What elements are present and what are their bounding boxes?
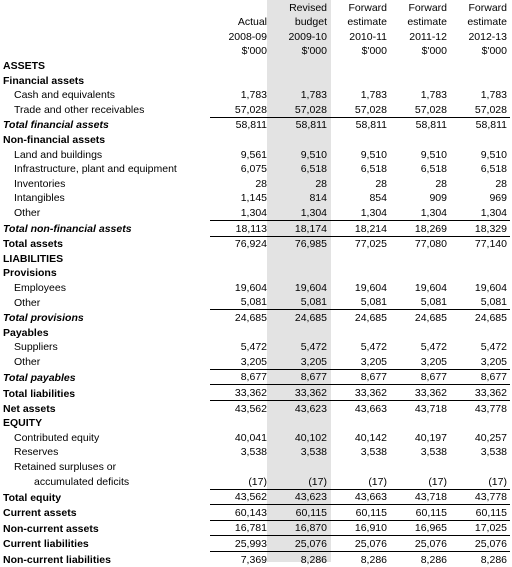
cell-value bbox=[210, 325, 270, 340]
table-row bbox=[0, 266, 510, 281]
table-row bbox=[0, 58, 510, 73]
cell-value: 43,778 bbox=[450, 401, 510, 416]
cell-value bbox=[270, 266, 330, 281]
cell-value: 57,028 bbox=[474, 103, 507, 116]
column-header-line1: Forward bbox=[468, 1, 507, 14]
cell-value: 3,205 bbox=[360, 355, 387, 368]
cell-value: 57,028 bbox=[414, 103, 447, 116]
cell-value: 19,604 bbox=[354, 281, 387, 294]
row-label: Intangibles bbox=[14, 192, 65, 205]
cell-value: 40,041 bbox=[234, 431, 267, 444]
column-header-unit: $'000 bbox=[241, 45, 267, 58]
cell-value: (17) bbox=[488, 475, 507, 488]
cell-value: 77,025 bbox=[330, 236, 390, 251]
cell-value: 24,685 bbox=[270, 310, 330, 325]
table-row bbox=[0, 489, 510, 505]
row-label: Provisions bbox=[3, 267, 57, 280]
table-row bbox=[0, 147, 510, 162]
cell-value: 1,304 bbox=[240, 206, 267, 219]
cell-value: 8,286 bbox=[330, 551, 390, 566]
cell-value: 43,562 bbox=[210, 401, 270, 416]
cell-value: 25,993 bbox=[210, 536, 270, 552]
cell-value bbox=[330, 266, 390, 281]
cell-value: 1,783 bbox=[420, 89, 447, 102]
cell-value bbox=[270, 251, 330, 266]
column-header-year: 2009-10 bbox=[288, 30, 327, 43]
cell-value bbox=[390, 325, 450, 340]
cell-value: 18,329 bbox=[450, 220, 510, 236]
table-row bbox=[0, 251, 510, 266]
cell-value bbox=[270, 73, 330, 88]
row-label: Other bbox=[14, 356, 41, 369]
cell-value: 60,143 bbox=[210, 505, 270, 521]
cell-value: 9,510 bbox=[480, 148, 507, 161]
cell-value: 5,472 bbox=[420, 341, 447, 354]
column-header-year: 2011-12 bbox=[409, 30, 447, 43]
cell-value bbox=[390, 251, 450, 266]
cell-value: 1,783 bbox=[360, 89, 387, 102]
cell-value: 76,924 bbox=[210, 236, 270, 251]
cell-value: 25,076 bbox=[450, 536, 510, 552]
cell-value: 3,205 bbox=[240, 355, 267, 368]
cell-value: 57,028 bbox=[234, 103, 267, 116]
cell-value: 40,257 bbox=[474, 431, 507, 444]
table-row bbox=[0, 162, 510, 177]
cell-value: 25,076 bbox=[390, 536, 450, 552]
cell-value bbox=[210, 459, 270, 474]
cell-value bbox=[210, 416, 270, 431]
cell-value: 16,965 bbox=[390, 520, 450, 536]
cell-value: 43,663 bbox=[330, 401, 390, 416]
cell-value: 9,561 bbox=[240, 148, 267, 161]
cell-value: 8,677 bbox=[210, 369, 270, 385]
row-label: Financial assets bbox=[3, 74, 85, 87]
cell-value: 6,518 bbox=[480, 163, 507, 176]
cell-value: 8,286 bbox=[390, 551, 450, 566]
header-row-2 bbox=[0, 15, 510, 30]
cell-value: 1,304 bbox=[480, 206, 507, 219]
cell-value: 5,472 bbox=[300, 341, 327, 354]
column-header-unit: $'000 bbox=[301, 45, 327, 58]
cell-value: 28 bbox=[375, 177, 387, 190]
table-row bbox=[0, 73, 510, 88]
cell-value: 33,362 bbox=[330, 385, 390, 401]
cell-value: 6,075 bbox=[240, 163, 267, 176]
cell-value: 24,685 bbox=[390, 310, 450, 325]
cell-value: 18,214 bbox=[330, 220, 390, 236]
cell-value: 19,604 bbox=[414, 281, 447, 294]
cell-value: 60,115 bbox=[450, 505, 510, 521]
table-row bbox=[0, 88, 510, 103]
row-label: Retained surpluses or bbox=[14, 461, 117, 473]
cell-value: 1,783 bbox=[480, 89, 507, 102]
cell-value: 43,778 bbox=[450, 489, 510, 505]
cell-value: 24,685 bbox=[210, 310, 270, 325]
cell-value: 5,081 bbox=[240, 296, 267, 309]
row-label: Total payables bbox=[3, 371, 76, 384]
row-label: Payables bbox=[3, 326, 49, 339]
cell-value: 60,115 bbox=[390, 505, 450, 521]
cell-value: 33,362 bbox=[390, 385, 450, 401]
cell-value: 77,140 bbox=[450, 236, 510, 251]
cell-value bbox=[270, 416, 330, 431]
cell-value: 814 bbox=[309, 192, 327, 205]
cell-value: 33,362 bbox=[210, 385, 270, 401]
table-row bbox=[0, 430, 510, 445]
cell-value: 5,472 bbox=[360, 341, 387, 354]
row-label: Trade and other receivables bbox=[14, 104, 145, 117]
cell-value bbox=[210, 266, 270, 281]
cell-value: 76,985 bbox=[270, 236, 330, 251]
cell-value: 19,604 bbox=[474, 281, 507, 294]
cell-value: 40,197 bbox=[414, 431, 447, 444]
table-row bbox=[0, 295, 510, 310]
cell-value bbox=[330, 73, 390, 88]
cell-value: 3,538 bbox=[240, 446, 267, 459]
table-row bbox=[0, 236, 510, 251]
column-header-year: 2010-11 bbox=[349, 30, 387, 43]
column-header-line1 bbox=[210, 0, 270, 15]
row-label: Infrastructure, plant and equipment bbox=[14, 163, 177, 176]
cell-value: 9,510 bbox=[420, 148, 447, 161]
cell-value bbox=[450, 58, 510, 73]
column-header-year: 2008-09 bbox=[228, 30, 267, 43]
row-label: Current liabilities bbox=[3, 538, 89, 551]
cell-value: 854 bbox=[369, 192, 387, 205]
cell-value: 17,025 bbox=[450, 520, 510, 536]
cell-value: 18,269 bbox=[390, 220, 450, 236]
row-label: Total provisions bbox=[3, 312, 84, 325]
cell-value: 16,870 bbox=[270, 520, 330, 536]
cell-value: 5,081 bbox=[360, 296, 387, 309]
cell-value: 58,811 bbox=[210, 117, 270, 132]
cell-value bbox=[450, 251, 510, 266]
row-label: Land and buildings bbox=[14, 148, 103, 161]
row-label: Total assets bbox=[3, 238, 63, 251]
cell-value: 28 bbox=[495, 177, 507, 190]
cell-value: (17) bbox=[368, 475, 387, 488]
column-header-line1: Forward bbox=[348, 1, 387, 14]
cell-value: 43,718 bbox=[390, 401, 450, 416]
cell-value: 5,081 bbox=[420, 296, 447, 309]
cell-value bbox=[330, 416, 390, 431]
cell-value bbox=[270, 325, 330, 340]
cell-value bbox=[450, 459, 510, 474]
cell-value bbox=[390, 459, 450, 474]
cell-value: 1,783 bbox=[300, 89, 327, 102]
row-label: Non-current assets bbox=[3, 522, 99, 535]
cell-value: 1,304 bbox=[300, 206, 327, 219]
cell-value: 58,811 bbox=[270, 117, 330, 132]
row-label: Other bbox=[14, 207, 41, 220]
cell-value bbox=[390, 58, 450, 73]
cell-value bbox=[270, 459, 330, 474]
table-row bbox=[0, 401, 510, 416]
cell-value: 40,142 bbox=[354, 431, 387, 444]
table-row bbox=[0, 205, 510, 220]
cell-value bbox=[450, 132, 510, 147]
cell-value bbox=[270, 58, 330, 73]
row-label: accumulated deficits bbox=[34, 476, 130, 489]
cell-value: 33,362 bbox=[450, 385, 510, 401]
row-label: ASSETS bbox=[3, 59, 46, 72]
table-row bbox=[0, 191, 510, 206]
cell-value: 9,510 bbox=[300, 148, 327, 161]
table-row bbox=[0, 220, 510, 236]
row-label: Contributed equity bbox=[14, 431, 100, 444]
cell-value bbox=[210, 132, 270, 147]
cell-value bbox=[330, 459, 390, 474]
cell-value: 969 bbox=[489, 192, 507, 205]
header-row-1 bbox=[0, 0, 510, 15]
cell-value: 5,472 bbox=[240, 341, 267, 354]
cell-value: 8,677 bbox=[390, 369, 450, 385]
row-label: Net assets bbox=[3, 402, 56, 415]
table-row bbox=[0, 551, 510, 566]
cell-value: 43,562 bbox=[210, 489, 270, 505]
cell-value bbox=[210, 58, 270, 73]
cell-value: 5,472 bbox=[480, 341, 507, 354]
cell-value: 28 bbox=[255, 177, 267, 190]
cell-value: 7,369 bbox=[210, 551, 270, 566]
cell-value: (17) bbox=[428, 475, 447, 488]
cell-value: 6,518 bbox=[360, 163, 387, 176]
row-label: Total liabilities bbox=[3, 387, 76, 400]
table-row bbox=[0, 325, 510, 340]
cell-value: 43,623 bbox=[270, 489, 330, 505]
cell-value: 8,677 bbox=[270, 369, 330, 385]
cell-value: 3,205 bbox=[480, 355, 507, 368]
cell-value: (17) bbox=[248, 475, 267, 488]
cell-value bbox=[450, 73, 510, 88]
cell-value: 5,081 bbox=[480, 296, 507, 309]
column-header-unit: $'000 bbox=[361, 45, 387, 58]
cell-value bbox=[390, 132, 450, 147]
table-row bbox=[0, 459, 510, 474]
cell-value: 18,113 bbox=[210, 220, 270, 236]
cell-value: 43,623 bbox=[270, 401, 330, 416]
cell-value bbox=[210, 73, 270, 88]
table-row bbox=[0, 102, 510, 117]
cell-value: 18,174 bbox=[270, 220, 330, 236]
table-row bbox=[0, 474, 510, 489]
cell-value: 19,604 bbox=[294, 281, 327, 294]
cell-value bbox=[210, 251, 270, 266]
table-row bbox=[0, 445, 510, 460]
cell-value: 28 bbox=[435, 177, 447, 190]
cell-value: 1,145 bbox=[240, 192, 267, 205]
cell-value: 43,663 bbox=[330, 489, 390, 505]
cell-value: 19,604 bbox=[234, 281, 267, 294]
cell-value: 43,718 bbox=[390, 489, 450, 505]
column-header-year: 2012-13 bbox=[468, 30, 507, 43]
column-header-line1: Forward bbox=[408, 1, 447, 14]
cell-value: 3,205 bbox=[420, 355, 447, 368]
header-corner bbox=[0, 0, 210, 15]
table-row bbox=[0, 354, 510, 369]
cell-value: 60,115 bbox=[330, 505, 390, 521]
cell-value bbox=[390, 266, 450, 281]
cell-value bbox=[330, 251, 390, 266]
table-row bbox=[0, 310, 510, 325]
cell-value bbox=[450, 416, 510, 431]
cell-value: 8,286 bbox=[450, 551, 510, 566]
cell-value bbox=[450, 325, 510, 340]
row-label: Suppliers bbox=[14, 341, 58, 354]
cell-value: 1,783 bbox=[240, 89, 267, 102]
cell-value: 8,677 bbox=[450, 369, 510, 385]
row-label: Total non-financial assets bbox=[3, 223, 132, 235]
cell-value: 1,304 bbox=[420, 206, 447, 219]
cell-value: 909 bbox=[429, 192, 447, 205]
cell-value: 24,685 bbox=[330, 310, 390, 325]
row-label: Total equity bbox=[3, 491, 62, 504]
table-row bbox=[0, 132, 510, 147]
header-row-3 bbox=[0, 29, 510, 44]
row-label: Inventories bbox=[14, 177, 66, 190]
cell-value: 16,781 bbox=[210, 520, 270, 536]
cell-value: 24,685 bbox=[450, 310, 510, 325]
header-row-4 bbox=[0, 44, 510, 59]
column-header-line2: budget bbox=[294, 16, 327, 29]
row-label: Non-current liabilities bbox=[3, 553, 111, 566]
table-row bbox=[0, 340, 510, 355]
cell-value: 1,304 bbox=[360, 206, 387, 219]
table-row bbox=[0, 117, 510, 132]
cell-value: 6,518 bbox=[420, 163, 447, 176]
table-row bbox=[0, 176, 510, 191]
cell-value bbox=[330, 132, 390, 147]
cell-value: 5,081 bbox=[300, 296, 327, 309]
cell-value: 40,102 bbox=[294, 431, 327, 444]
table-row bbox=[0, 385, 510, 401]
cell-value bbox=[450, 266, 510, 281]
column-header-line2: estimate bbox=[347, 16, 387, 29]
cell-value: 60,115 bbox=[270, 505, 330, 521]
row-label: Current assets bbox=[3, 507, 77, 520]
column-header-line2: Actual bbox=[237, 16, 267, 29]
cell-value: 58,811 bbox=[330, 117, 390, 132]
cell-value: 8,677 bbox=[330, 369, 390, 385]
cell-value: 58,811 bbox=[390, 117, 450, 132]
table-row bbox=[0, 505, 510, 521]
table-row bbox=[0, 369, 510, 385]
cell-value: 57,028 bbox=[354, 103, 387, 116]
cell-value: 25,076 bbox=[330, 536, 390, 552]
cell-value bbox=[390, 416, 450, 431]
cell-value: 58,811 bbox=[450, 117, 510, 132]
cell-value bbox=[270, 132, 330, 147]
cell-value: 3,538 bbox=[360, 446, 387, 459]
cell-value bbox=[330, 325, 390, 340]
cell-value: 77,080 bbox=[390, 236, 450, 251]
cell-value: 8,286 bbox=[270, 551, 330, 566]
table-row bbox=[0, 536, 510, 552]
cell-value bbox=[390, 73, 450, 88]
row-label: Non-financial assets bbox=[3, 133, 106, 146]
cell-value: 33,362 bbox=[270, 385, 330, 401]
table-row bbox=[0, 280, 510, 295]
cell-value: 57,028 bbox=[294, 103, 327, 116]
row-label: Total financial assets bbox=[3, 119, 109, 132]
cell-value: (17) bbox=[308, 475, 327, 488]
column-header-unit: $'000 bbox=[421, 45, 447, 58]
cell-value: 3,538 bbox=[420, 446, 447, 459]
row-label: Other bbox=[14, 296, 41, 309]
cell-value: 3,538 bbox=[480, 446, 507, 459]
table-row bbox=[0, 416, 510, 431]
cell-value: 6,518 bbox=[300, 163, 327, 176]
cell-value: 28 bbox=[315, 177, 327, 190]
table-row bbox=[0, 520, 510, 536]
column-header-unit: $'000 bbox=[481, 45, 507, 58]
cell-value: 3,205 bbox=[300, 355, 327, 368]
cell-value: 9,510 bbox=[360, 148, 387, 161]
row-label: Reserves bbox=[14, 446, 59, 459]
cell-value: 3,538 bbox=[300, 446, 327, 459]
row-label: EQUITY bbox=[3, 417, 43, 430]
row-label: Employees bbox=[14, 281, 66, 294]
row-label: LIABILITIES bbox=[3, 252, 64, 265]
row-label: Cash and equivalents bbox=[14, 89, 115, 102]
cell-value: 25,076 bbox=[270, 536, 330, 552]
column-header-line2: estimate bbox=[467, 16, 507, 29]
cell-value bbox=[330, 58, 390, 73]
column-header-line2: estimate bbox=[407, 16, 447, 29]
cell-value: 16,910 bbox=[330, 520, 390, 536]
column-header-line1: Revised bbox=[289, 1, 327, 14]
